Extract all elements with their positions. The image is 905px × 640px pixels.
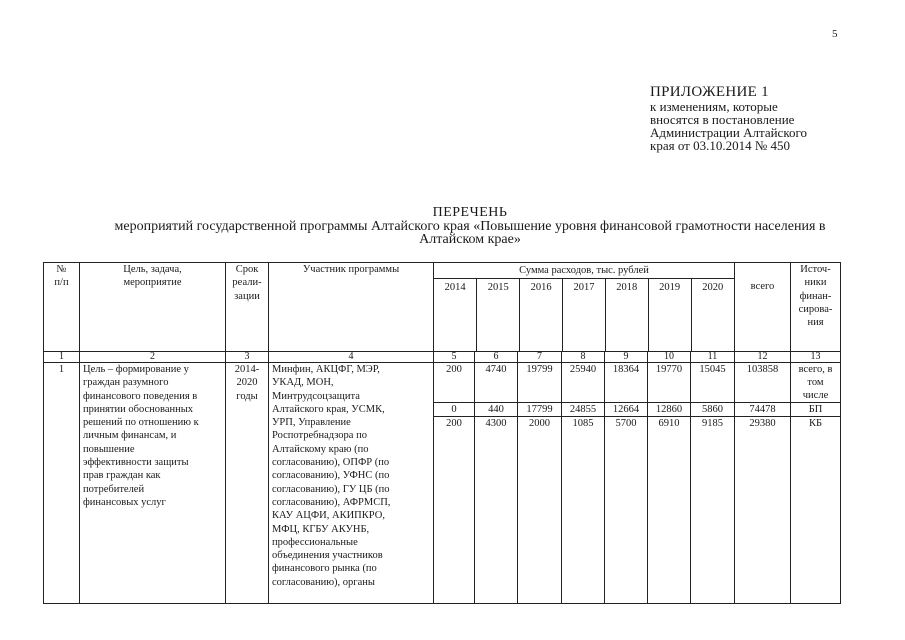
amount-kb: 29380 bbox=[749, 418, 776, 429]
amount-cell-2016 bbox=[518, 363, 562, 604]
column-number: 12 bbox=[735, 352, 791, 363]
header-text: Источ- bbox=[800, 264, 831, 275]
column-number: 1 bbox=[44, 352, 80, 363]
amount-total: 4740 bbox=[475, 363, 517, 403]
goal-line: Цель – формирование у bbox=[83, 364, 189, 375]
amount-cell-2015 bbox=[475, 363, 518, 604]
goal-line: граждан разумного bbox=[83, 377, 169, 389]
column-number: 10 bbox=[648, 352, 691, 363]
column-number: 8 bbox=[562, 352, 605, 363]
participant-line: согласованию), АФРМСП, bbox=[272, 496, 391, 508]
header-participant: Участник программы bbox=[269, 263, 434, 352]
source-line: всего, в bbox=[798, 364, 833, 375]
amount-kb: 2000 bbox=[529, 418, 550, 429]
goal-line: эффективности защиты bbox=[83, 457, 189, 469]
header-text: ники bbox=[804, 277, 827, 289]
header-text: финан- bbox=[799, 290, 832, 302]
source-line: том bbox=[807, 377, 824, 388]
amount-total: 18364 bbox=[605, 363, 647, 403]
header-year: 2015 bbox=[477, 279, 520, 351]
goal-line: повышение bbox=[83, 443, 135, 455]
header-total: всего bbox=[735, 263, 791, 352]
source-kb: КБ bbox=[808, 418, 823, 429]
amount-bp: 12860 bbox=[648, 403, 690, 417]
source-line: числе bbox=[802, 390, 829, 401]
amount-bp: 24855 bbox=[562, 403, 604, 417]
years-subheader bbox=[434, 279, 734, 351]
column-number: 13 bbox=[791, 352, 841, 363]
amount-bp: 0 bbox=[434, 403, 474, 417]
appendix-line: вносятся в постановление bbox=[650, 112, 795, 127]
column-number: 6 bbox=[475, 352, 518, 363]
goal-line: финансовых услуг bbox=[83, 496, 166, 508]
header-text: сирова- bbox=[798, 303, 833, 315]
amount-total: 19799 bbox=[518, 363, 561, 403]
goal-line: финансового поведения в bbox=[83, 390, 198, 402]
amount-total: 15045 bbox=[691, 363, 734, 403]
participant-line: Минфин, АКЦФГ, МЭР, bbox=[272, 364, 380, 375]
header-term bbox=[226, 263, 269, 352]
term-line: 2014- bbox=[234, 364, 260, 375]
header-year: 2020 bbox=[702, 282, 724, 293]
amount-bp: 5860 bbox=[691, 403, 734, 417]
participant-line: МФЦ, КГБУ АКУНБ, bbox=[272, 523, 370, 535]
appendix-line: Администрации Алтайского bbox=[650, 125, 807, 140]
amount-kb: 6910 bbox=[658, 418, 680, 429]
column-number: 3 bbox=[226, 352, 269, 363]
header-row bbox=[44, 263, 841, 352]
amount-cell-total bbox=[735, 363, 791, 604]
goal-line: потребителей bbox=[83, 483, 145, 495]
amount-kb: 200 bbox=[446, 418, 462, 429]
page-number: 5 bbox=[832, 28, 838, 40]
appendix-heading: ПРИЛОЖЕНИЕ 1 bbox=[650, 84, 769, 100]
column-number: 9 bbox=[605, 352, 648, 363]
participant-line: объединения участников bbox=[272, 550, 383, 562]
amount-cell-2020 bbox=[691, 363, 735, 604]
subtitle-line: Алтайском крае» bbox=[419, 232, 521, 247]
header-year: 2018 bbox=[605, 279, 648, 351]
participant-line: согласованию), ОПФР (по bbox=[272, 457, 390, 469]
amount-total: 200 bbox=[434, 363, 474, 403]
column-number: 2 bbox=[80, 352, 226, 363]
column-number: 5 bbox=[434, 352, 475, 363]
amount-bp: 12664 bbox=[605, 403, 647, 417]
amount-cell-2014 bbox=[434, 363, 475, 604]
participant-line: УРП, Управление bbox=[272, 417, 351, 429]
document-title: ПЕРЕЧЕНЬ bbox=[432, 205, 508, 220]
term-line: годы bbox=[236, 390, 258, 402]
participant-line: Роспотребнадзора по bbox=[272, 430, 367, 442]
row-goal bbox=[80, 363, 226, 604]
header-year: 2016 bbox=[520, 279, 563, 351]
participant-line: профессиональные bbox=[272, 536, 358, 548]
amount-kb: 1085 bbox=[572, 418, 594, 429]
column-number: 7 bbox=[518, 352, 562, 363]
amount-total: 19770 bbox=[648, 363, 690, 403]
amount-bp: 17799 bbox=[518, 403, 561, 417]
participant-line: Алтайскому краю (по bbox=[272, 443, 369, 455]
header-text: п/п bbox=[54, 277, 69, 289]
header-text: Цель, задача, bbox=[123, 264, 182, 275]
header-year: 2014 bbox=[434, 279, 477, 351]
participant-line: согласованию), органы bbox=[272, 576, 375, 588]
header-text: ния bbox=[807, 317, 824, 329]
participant-line: УКАД, МОН, bbox=[272, 377, 334, 389]
amount-total: 25940 bbox=[562, 363, 604, 403]
column-number-row bbox=[44, 352, 841, 363]
participant-line: согласованию), УФНС (по bbox=[272, 470, 390, 482]
source-total bbox=[791, 363, 840, 403]
header-sum-title: Сумма расходов, тыс. рублей bbox=[434, 263, 734, 279]
subtitle-line: мероприятий государственной программы Алтайского края «Повышение уровня финансовой грамотности населения в bbox=[114, 219, 826, 234]
header-text: реали- bbox=[232, 277, 262, 289]
amount-cell-2017 bbox=[562, 363, 605, 604]
participant-line: КАУ АЦФИ, АКИПКРО, bbox=[272, 510, 385, 522]
source-cell bbox=[791, 363, 841, 604]
amount-kb: 9185 bbox=[702, 418, 723, 429]
document-subtitle bbox=[40, 220, 900, 246]
appendix-block bbox=[650, 85, 890, 152]
participant-line: Алтайского края, УСМК, bbox=[272, 403, 385, 415]
header-goal bbox=[80, 263, 226, 352]
header-year: 2017 bbox=[563, 279, 606, 351]
header-text: мероприятие bbox=[123, 277, 182, 289]
header-text: зации bbox=[234, 290, 260, 302]
appendix-line: к изменениям, которые bbox=[650, 99, 778, 114]
header-year: 2019 bbox=[648, 279, 691, 351]
row-term bbox=[226, 363, 269, 604]
participant-line: согласованию), ГУ ЦБ (по bbox=[272, 483, 390, 495]
table-row bbox=[44, 363, 841, 604]
header-text: Срок bbox=[235, 264, 259, 275]
appendix-line: края от 03.10.2014 № 450 bbox=[650, 138, 790, 153]
header-sum-group bbox=[434, 263, 735, 352]
amount-total: 103858 bbox=[735, 363, 790, 403]
column-number: 11 bbox=[691, 352, 735, 363]
amount-kb: 5700 bbox=[615, 418, 637, 429]
row-participant bbox=[269, 363, 434, 604]
row-number: 1 bbox=[44, 363, 80, 604]
header-num bbox=[44, 263, 80, 352]
term-line: 2020 bbox=[236, 377, 258, 389]
goal-line: личным финансам, и bbox=[83, 430, 177, 442]
column-number: 4 bbox=[269, 352, 434, 363]
measures-table bbox=[43, 262, 841, 604]
participant-line: финансового рынка (по bbox=[272, 563, 377, 575]
amount-bp: 440 bbox=[475, 403, 517, 417]
amount-cell-2018 bbox=[605, 363, 648, 604]
participant-line: Минтрудсоцзащита bbox=[272, 390, 360, 402]
amount-bp: 74478 bbox=[735, 403, 790, 417]
goal-line: принятии обоснованных bbox=[83, 403, 194, 415]
amount-kb: 4300 bbox=[485, 418, 507, 429]
goal-line: прав граждан как bbox=[83, 470, 161, 482]
goal-line: решений по отношению к bbox=[83, 417, 199, 429]
source-bp: БП bbox=[791, 403, 840, 417]
header-text: № bbox=[56, 264, 67, 275]
header-source bbox=[791, 263, 841, 352]
amount-cell-2019 bbox=[648, 363, 691, 604]
